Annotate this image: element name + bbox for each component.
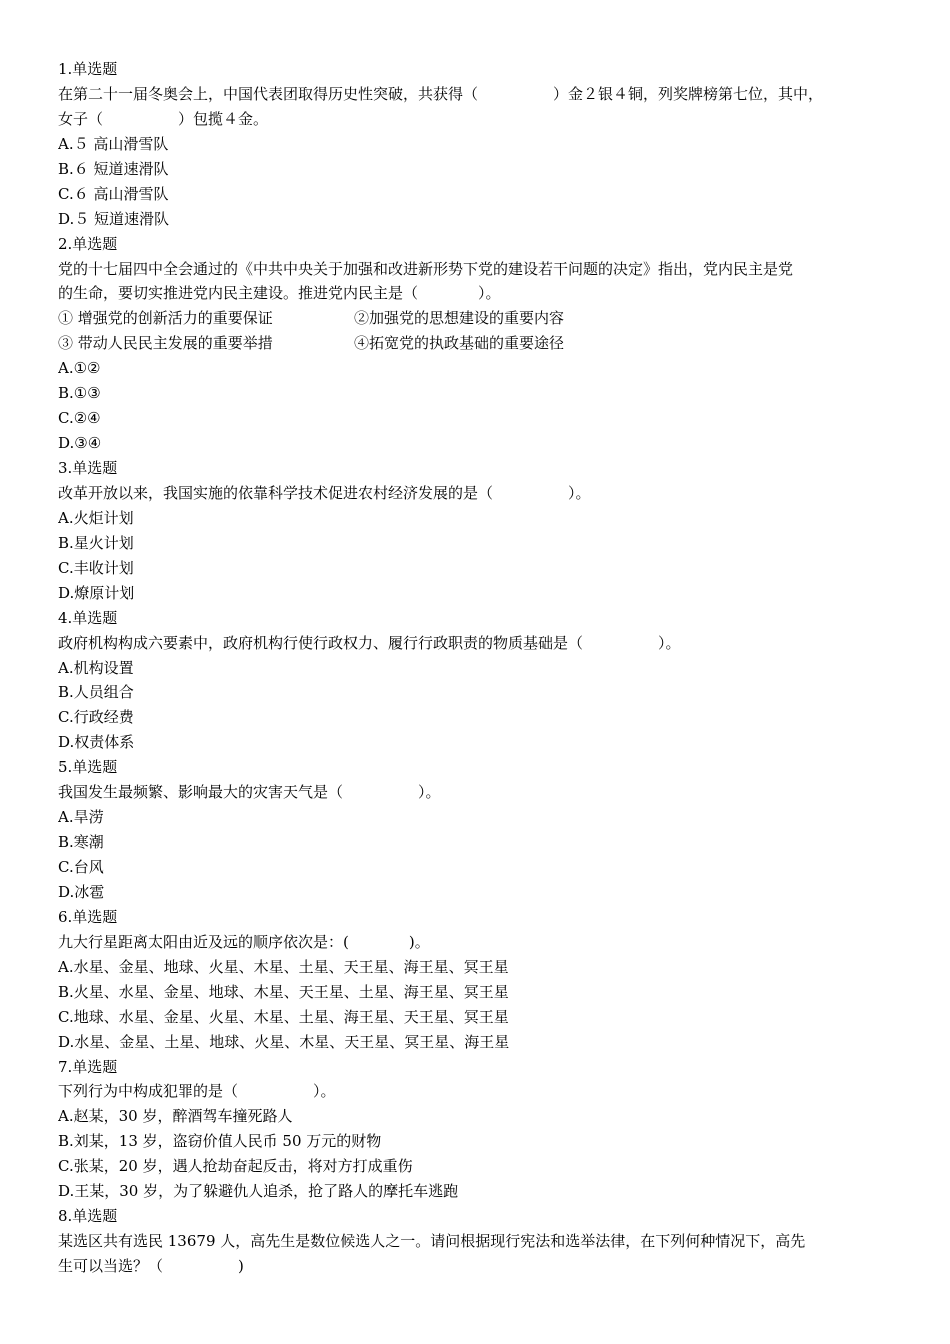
question-header: 3.单选题 [58,459,118,477]
option-d: D.王某，30 岁，为了躲避仇人追杀，抢了路人的摩托车逃跑 [58,1182,459,1201]
option-c: C.张某，20 岁，遇人抢劫奋起反击，将对方打成重伤 [58,1157,413,1176]
option-b: B.刘某，13 岁，盗窃价值人民币 50 万元的财物 [58,1132,382,1151]
question-text: 九大行星距离太阳由近及远的顺序依次是：( )。 [58,932,430,951]
question-8 [58,1204,950,1279]
option-b: B.①③ [58,384,101,403]
question-text: 生可以当选？（ ) [58,1257,244,1275]
option-a: A.赵某，30 岁，醉酒驾车撞死路人 [58,1107,293,1126]
option-c: C.丰收计划 [58,558,134,577]
option-d: D.５ 短道速滑队 [58,209,170,228]
option-a: A.旱涝 [58,808,104,827]
option-a: A.火炬计划 [58,508,134,527]
question-3 [58,456,950,606]
option-c: C.行政经费 [58,708,134,727]
question-text: 某选区共有选民 13679 人，高先生是数位候选人之一。请问根据现行宪法和选举法律，在下列何种情况下，高先 [58,1232,806,1251]
option-a: A.水星、金星、地球、火星、木星、土星、天王星、海王星、冥王星 [58,957,509,976]
question-text: 我国发生最频繁、影响最大的灾害天气是（ ）。 [58,783,441,802]
question-4 [58,606,950,756]
option-c: C.②④ [58,409,101,428]
option-d: D.燎原计划 [58,583,135,602]
option-d: D.水星、金星、土星、地球、火星、木星、天王星、冥王星、海王星 [58,1032,510,1051]
option-b: B.星火计划 [58,533,134,552]
question-text: 在第二十一届冬奥会上，中国代表团取得历史性突破，共获得（ ）金２银４铜，列奖牌榜第七位，其中， [58,84,824,103]
question-header: 8.单选题 [58,1207,118,1226]
question-2 [58,232,950,456]
option-d: D.权责体系 [58,733,135,752]
question-text: 女子（ ）包揽４金。 [58,109,269,128]
option-a: A.①② [58,359,101,378]
option-a: A.５ 高山滑雪队 [58,134,169,153]
question-1 [58,57,950,232]
option-a: A.机构设置 [58,658,134,677]
question-header: 1.单选题 [58,60,118,78]
option-c: C.６ 高山滑雪队 [58,184,169,203]
question-text: 改革开放以来，我国实施的依靠科学技术促进农村经济发展的是（ ）。 [58,483,591,502]
question-5 [58,755,950,905]
question-6 [58,905,950,1055]
option-d: D.冰雹 [58,882,105,901]
question-text: 党的十七届四中全会通过的《中共中央关于加强和改进新形势下党的建设若干问题的决定》指出，党内民主是党 [58,259,794,278]
option-b: B.寒潮 [58,833,104,852]
question-text: 政府机构构成六要素中，政府机构行使行政权力、履行行政职责的物质基础是（ ）。 [58,633,681,652]
question-header: 2.单选题 [58,234,118,253]
option-d: D.③④ [58,434,102,453]
question-header: 5.单选题 [58,758,118,777]
question-text: 的生命，要切实推进党内民主建设。推进党内民主是（ ）。 [58,284,501,303]
statement-2: ②加强党的思想建设的重要内容 [354,309,565,328]
question-header: 4.单选题 [58,608,118,627]
statement-3: ③ 带动人民民主发展的重要举措 [58,334,273,353]
statement-row [58,306,892,331]
statement-row [58,331,892,356]
option-b: B.火星、水星、金星、地球、木星、天王星、土星、海王星、冥王星 [58,982,509,1001]
statement-1: ① 增强党的创新活力的重要保证 [58,309,273,328]
question-header: 7.单选题 [58,1057,118,1076]
question-7 [58,1055,950,1205]
option-c: C.地球、水星、金星、火星、木星、土星、海王星、天王星、冥王星 [58,1007,509,1026]
question-header: 6.单选题 [58,907,118,926]
option-c: C.台风 [58,858,104,876]
option-b: B.６ 短道速滑队 [58,159,169,178]
statement-4: ④拓宽党的执政基础的重要途径 [354,334,565,353]
question-text: 下列行为中构成犯罪的是（ ）。 [58,1082,336,1101]
option-b: B.人员组合 [58,683,134,702]
